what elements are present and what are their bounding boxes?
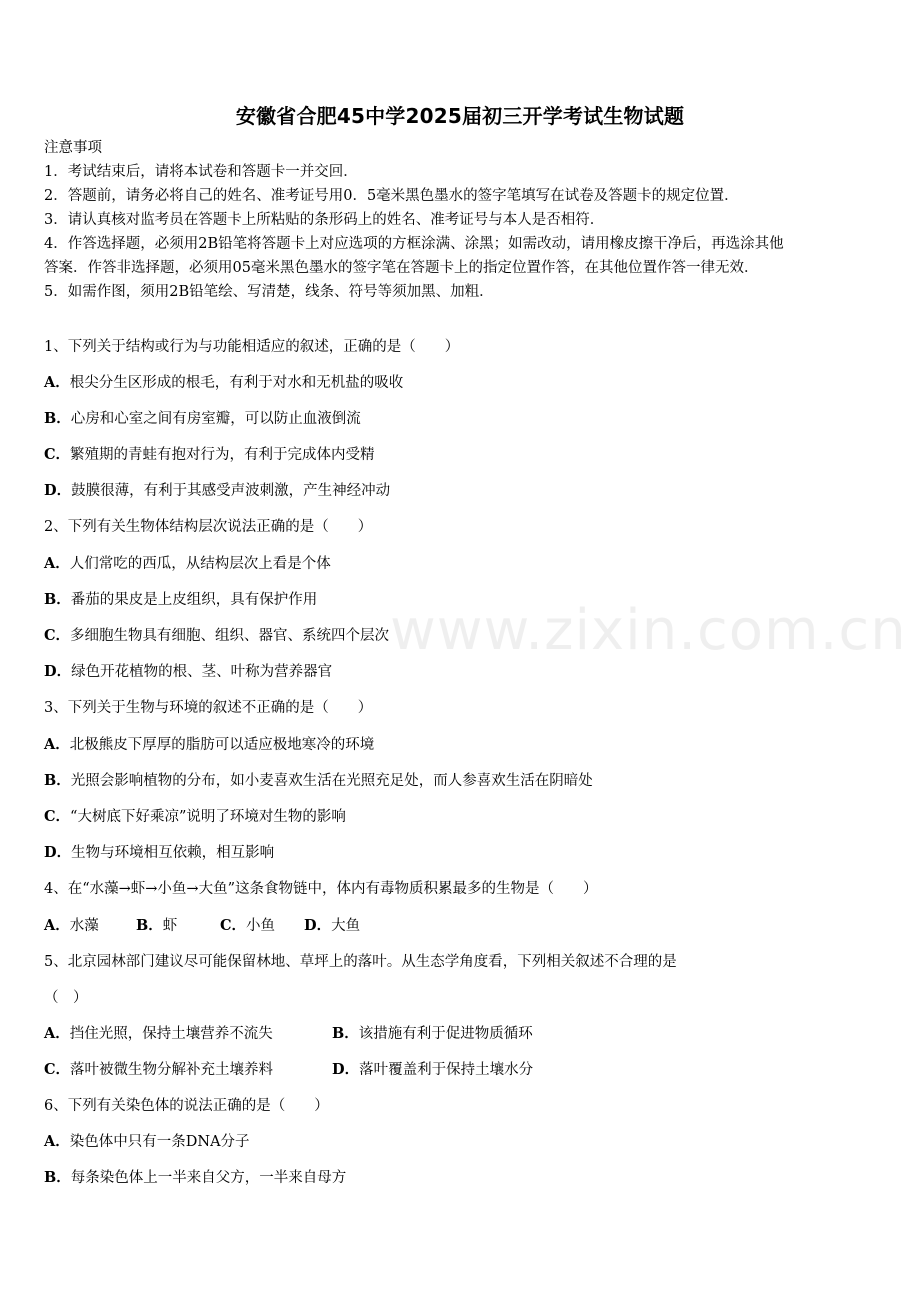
option-row: [44, 1060, 533, 1080]
option: [304, 916, 360, 936]
option-text: 该措施有利于促进物质循环: [358, 1026, 533, 1042]
option: [44, 1024, 332, 1044]
watermark: www.zixin.com.cn: [390, 598, 907, 663]
exam-title: 安徽省合肥45中学2025届初三开学考试生物试题: [235, 104, 685, 128]
option-text: 光照会影响植物的分布，如小麦喜欢生活在光照充足处，而人参喜欢生活在阴暗处: [70, 773, 593, 789]
option-label: C．: [44, 446, 71, 463]
option-text: 染色体中只有一条DNA分子: [69, 1134, 250, 1150]
option-text: 生物与环境相互依赖，相互影响: [71, 845, 275, 861]
option-label: A．: [44, 374, 70, 391]
option-label: D．: [44, 844, 72, 861]
option-label: A．: [44, 1025, 70, 1042]
option-label: B．: [44, 1169, 71, 1186]
question-stem: 3、下列关于生物与环境的叙述不正确的是（ ）: [44, 700, 373, 716]
option: [220, 916, 304, 936]
option-label: B．: [332, 1025, 359, 1042]
option: [332, 1060, 533, 1080]
option-label: A．: [44, 736, 70, 753]
option-label: B．: [44, 410, 71, 427]
option-label: B．: [44, 591, 71, 608]
option: [44, 445, 375, 465]
question-stem: 1、下列关于结构或行为与功能相适应的叙述，正确的是（ ）: [44, 339, 460, 355]
option-label: C．: [44, 1061, 71, 1078]
option-label: D．: [44, 663, 72, 680]
option-text: 繁殖期的青蛙有抱对行为，有利于完成体内受精: [70, 447, 375, 463]
question-stem: 2、下列有关生物体结构层次说法正确的是（ ）: [44, 519, 373, 535]
option-text: 落叶覆盖利于保持土壤水分: [359, 1062, 534, 1078]
option: [44, 590, 317, 610]
option: [44, 409, 361, 429]
option-text: 根尖分生区形成的根毛，有利于对水和无机盐的吸收: [69, 375, 404, 391]
notice-item: 1．考试结束后，请将本试卷和答题卡一并交回．: [44, 164, 358, 180]
option-text: 人们常吃的西瓜，从结构层次上看是个体: [69, 556, 331, 572]
option-label: C．: [44, 627, 71, 644]
question-stem: 4、在“水藻→虾→小鱼→大鱼”这条食物链中，体内有毒物质积累最多的生物是（ ）: [44, 881, 598, 897]
option-text: 每条染色体上一半来自父方，一半来自母方: [70, 1170, 347, 1186]
option-text: 小鱼: [246, 918, 276, 934]
option-text: 心房和心室之间有房室瓣，可以防止血液倒流: [70, 411, 361, 427]
notice-item: 4．作答选择题，必须用2B铅笔将答题卡上对应选项的方框涂满、涂黑；如需改动，请用橡皮擦干净后，再选涂其他: [44, 236, 784, 252]
option-row: [44, 1024, 533, 1044]
notice-item: 5．如需作图，须用2B铅笔绘、写清楚，线条、符号等须加黑、加粗．: [44, 284, 494, 300]
option-label: B．: [44, 772, 71, 789]
option-text: 番茄的果皮是上皮组织，具有保护作用: [70, 592, 318, 608]
option-text: “大树底下好乘凉”说明了环境对生物的影响: [70, 809, 346, 825]
option-text: 鼓膜很薄，有利于其感受声波刺激，产生神经冲动: [71, 483, 391, 499]
option: [44, 735, 374, 755]
option: [44, 662, 332, 682]
option-label: C．: [220, 917, 247, 934]
option-text: 多细胞生物具有细胞、组织、器官、系统四个层次: [70, 628, 390, 644]
option-row: [44, 916, 360, 936]
option: [44, 1168, 346, 1188]
notice-item: 2．答题前，请务必将自己的姓名、准考证号用0．5毫米黑色墨水的签字笔填写在试卷及答题卡的规定位置．: [44, 188, 739, 204]
option-label: C．: [44, 808, 71, 825]
option-text: 绿色开花植物的根、茎、叶称为营养器官: [71, 664, 333, 680]
option-text: 大鱼: [331, 918, 361, 934]
option-label: A．: [44, 555, 70, 572]
option-label: A．: [44, 1133, 70, 1150]
option: [44, 626, 389, 646]
option-text: 水藻: [69, 918, 99, 934]
option-text: 虾: [162, 918, 178, 934]
option: [44, 1060, 332, 1080]
option: [44, 373, 403, 393]
option: [44, 481, 390, 501]
option-text: 落叶被微生物分解补充土壤养料: [70, 1062, 274, 1078]
option: [136, 916, 220, 936]
option-text: 挡住光照，保持土壤营养不流失: [69, 1026, 273, 1042]
option-label: D．: [44, 482, 72, 499]
option: [44, 843, 274, 863]
option: [44, 771, 593, 791]
option-label: A．: [44, 917, 70, 934]
question-stem: 6、下列有关染色体的说法正确的是（ ）: [44, 1098, 329, 1114]
option: [44, 1132, 250, 1152]
notice-heading: 注意事项: [44, 140, 102, 156]
option-label: B．: [136, 917, 163, 934]
option-text: 北极熊皮下厚厚的脂肪可以适应极地寒冷的环境: [69, 737, 375, 753]
option: [44, 916, 136, 936]
option: [44, 807, 346, 827]
option: [44, 554, 331, 574]
notice-item: 3．请认真核对监考员在答题卡上所粘贴的条形码上的姓名、准考证号与本人是否相符．: [44, 212, 605, 228]
question-stem: 5、北京园林部门建议尽可能保留林地、草坪上的落叶。从生态学角度看，下列相关叙述不合理的是: [44, 954, 677, 970]
notice-item: 答案．作答非选择题，必须用05毫米黑色墨水的签字笔在答题卡上的指定位置作答，在其他位置作答一律无效．: [44, 260, 759, 276]
option-label: D．: [332, 1061, 360, 1078]
question-stem-continuation: （ ）: [44, 990, 88, 1006]
option: [332, 1024, 533, 1044]
option-label: D．: [304, 917, 332, 934]
